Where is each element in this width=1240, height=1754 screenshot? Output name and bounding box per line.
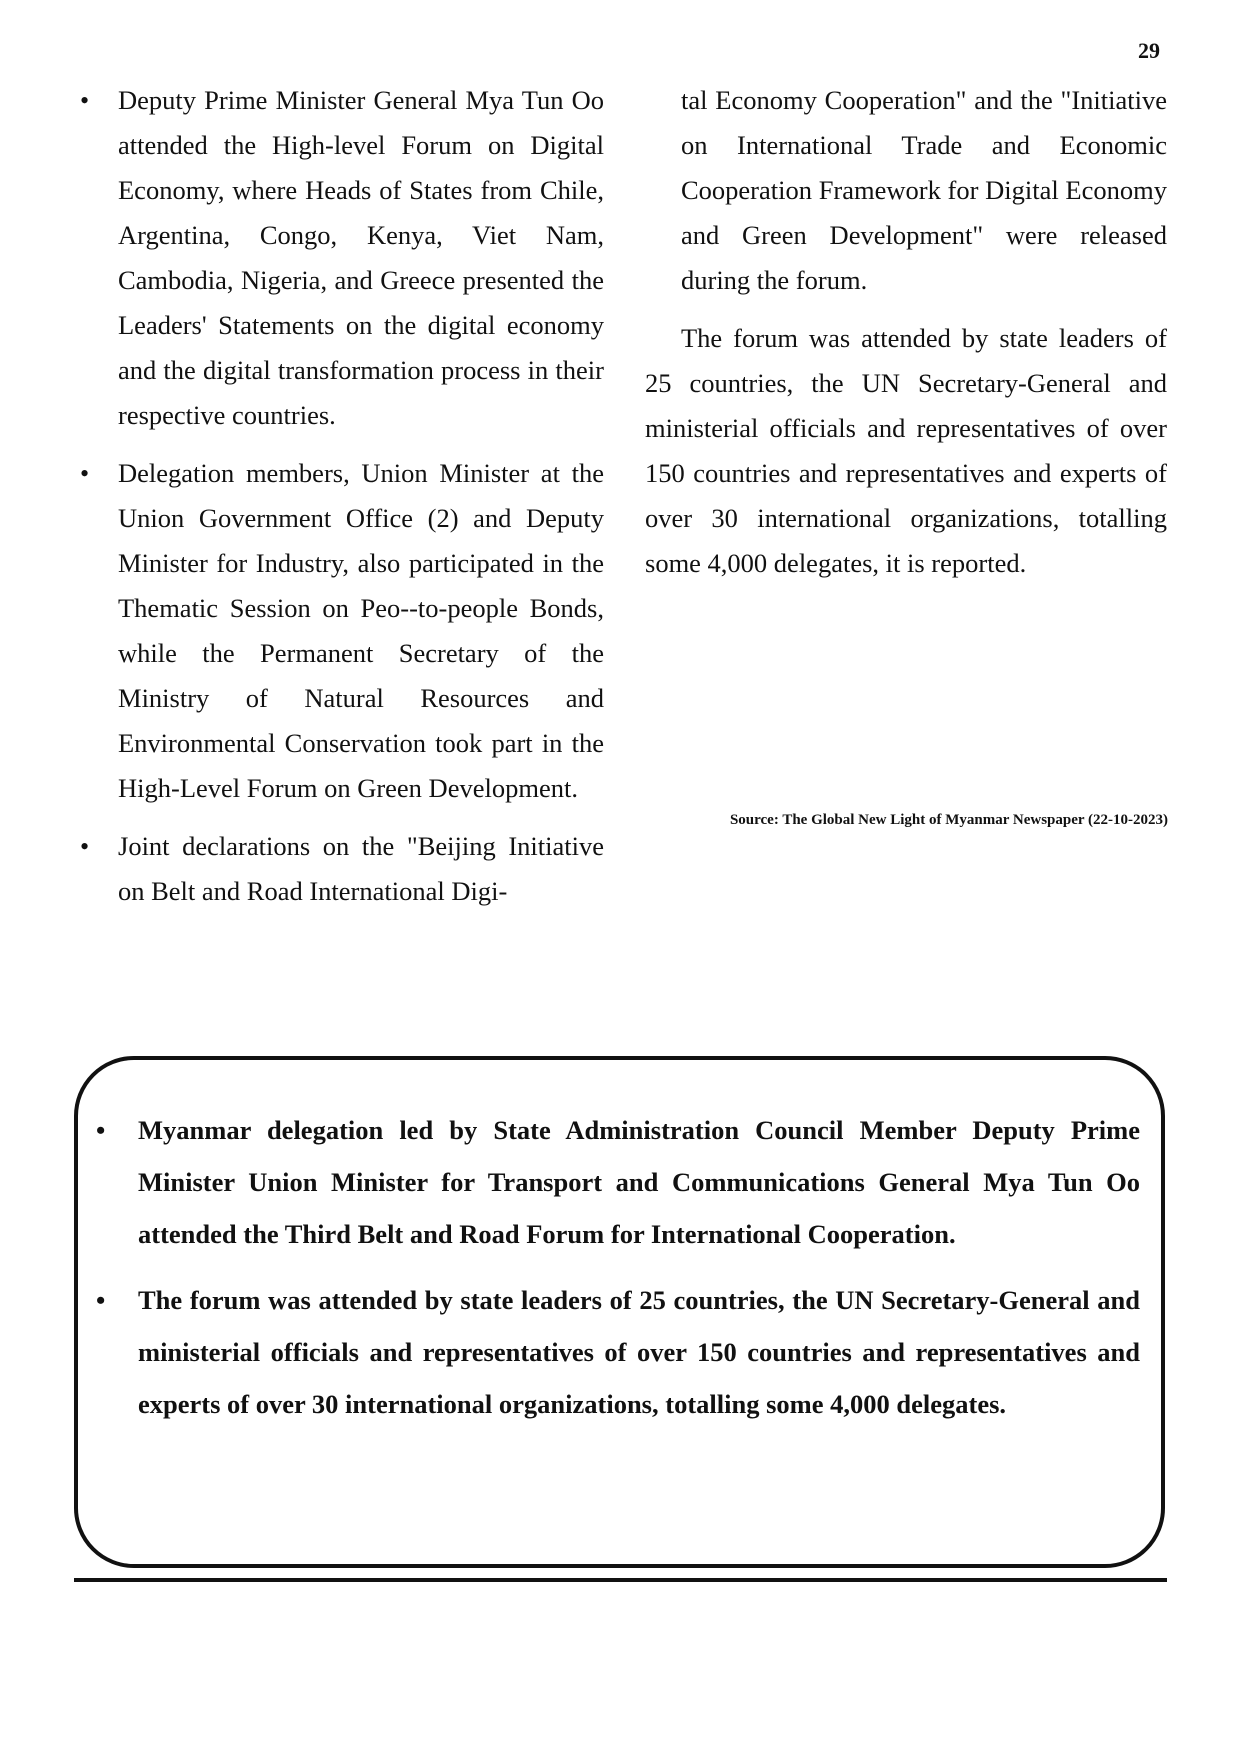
list-item: • Deputy Prime Minister General Mya Tun Oo attended the High-level Forum on Digital Economy, where Heads of States from Chile, Argentina, Congo, Kenya, Viet Nam, Cambodia, Nigeria, and Greece presented the Leaders' Statements on the digital economy and the digital transformation process in their respective countries.: [80, 78, 604, 438]
left-bullet-list: [80, 78, 604, 914]
right-column: [645, 78, 1167, 586]
list-item: • Delegation members, Union Minister at the Union Government Office (2) and Deputy Minister for Industry, also participated in the Thematic Session on Peo--to-people Bonds, while the Permanent Secretary of the Ministry of Natural Resources and Environmental Conservation took part in the High-Level Forum on Green Development.: [80, 451, 604, 811]
source-citation: Source: The Global New Light of Myanmar Newspaper (22-10-2023): [729, 812, 1168, 828]
list-item: • Joint declarations on the "Beijing Initiative on Belt and Road International Digi-: [80, 824, 604, 914]
summary-item: • The forum was attended by state leaders of 25 countries, the UN Secretary-General and ministerial officials and representatives of over 150 countries and representatives and experts of over 30 international organizations, totalling some 4,000 delegates.: [96, 1274, 1140, 1430]
bullet-continuation: tal Economy Cooperation" and the "Initiative on International Trade and Economic Cooperation Framework for Digital Economy and Green Development" were released during the forum.: [681, 85, 1167, 295]
page-number: 29: [1138, 38, 1160, 63]
left-column: [80, 78, 604, 927]
body-paragraph: The forum was attended by state leaders of 25 countries, the UN Secretary-General and ministerial officials and representatives of over 150 countries and representatives and experts of over 30 international organizations, totalling some 4,000 delegates, it is reported.: [645, 323, 1167, 578]
bottom-divider: [74, 1578, 1167, 1582]
summary-item: • Myanmar delegation led by State Administration Council Member Deputy Prime Minister Union Minister for Transport and Communications General Mya Tun Oo attended the Third Belt and Road Forum for International Cooperation.: [96, 1104, 1140, 1260]
summary-list: [96, 1104, 1140, 1444]
